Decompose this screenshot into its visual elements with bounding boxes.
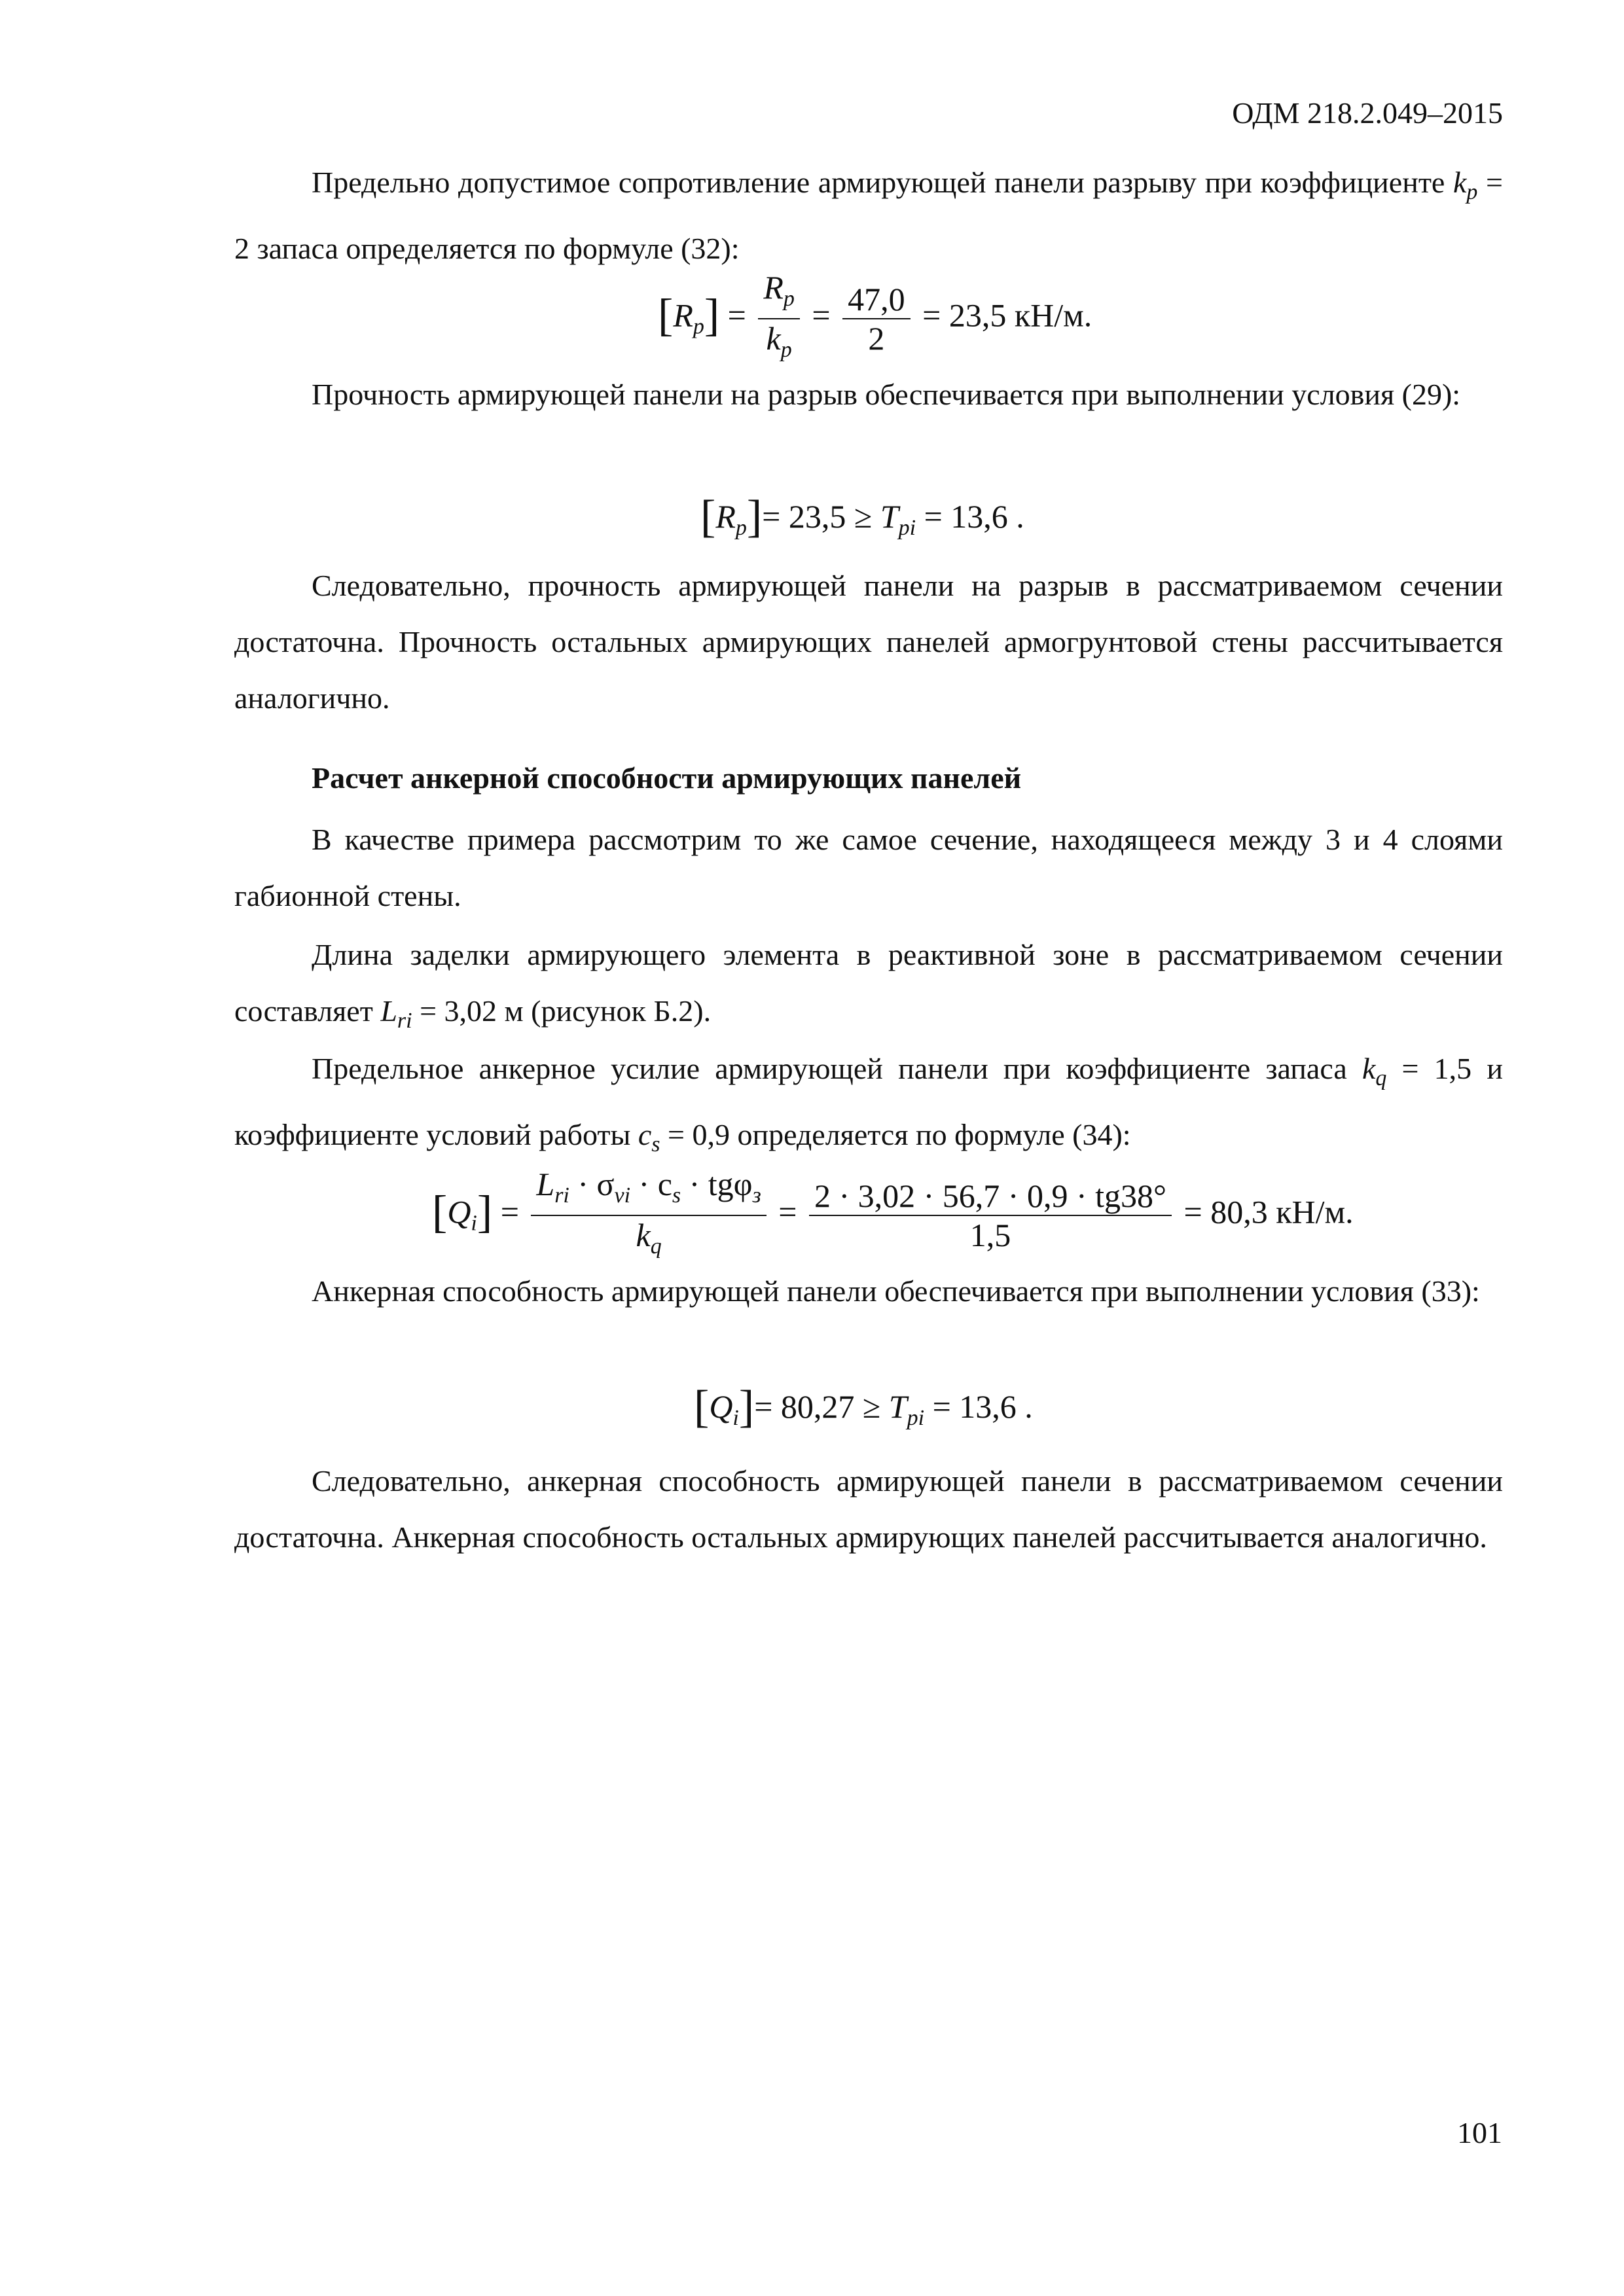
formula-subscript: p [735,516,747,540]
fraction-symbolic [531,1165,766,1266]
formula-symbol: R [673,296,693,334]
paragraph-strength-conclusion: Следовательно, прочность армирующей панели на разрыв в рассматриваемом сечении достаточна. Прочность остальных армирующих панелей армогрунтовой стены рассчитывается аналогично. [234,569,1503,715]
fraction-numeric [809,1177,1172,1254]
numerator-subscript: ri [554,1183,569,1208]
formula-symbol: Q [447,1193,471,1230]
formula-subscript: pi [898,516,916,540]
numerator-subscript: p [783,287,795,311]
formula-allowable-resistance: $[R_p]$ = $\frac{R_p}{k_p}$ = $\frac{47,0}{2}$ = 23,5 кН/м. [658,268,1092,369]
paragraph-text: = 3,02 м (рисунок Б.2). [412,994,712,1028]
symbol-subscript: s [651,1132,660,1157]
paragraph-text: Длина заделки армирующего элемента в реактивной зоне в рассматриваемом сечении составляет [234,938,1503,1028]
symbol-k: k [1362,1052,1376,1085]
formula-middle: = 23,5 ≥ [762,498,880,535]
denominator-symbol: k [636,1217,651,1253]
numerator-symbol: · c [630,1166,672,1202]
paragraph-embedment-length [234,927,1503,1049]
formula-anchor-check [694,1381,1033,1433]
bracket-close: ] [704,290,720,341]
denominator-subscript: q [650,1234,662,1259]
bracket-open: [ [432,1187,448,1238]
numerator-symbol: · σ [569,1166,615,1202]
formula-subscript: i [471,1211,477,1236]
paragraph-anchor-condition: Анкерная способность армирующей панели обеспечивается при выполнении условия (33): [312,1274,1480,1308]
formula-subscript: pi [907,1406,925,1430]
numerator-subscript: s [672,1183,681,1208]
formula-anchor-force: $[Q_i]$ = $\frac{L_{ri} \cdot \sigma_{vi} \cdot c_s \cdot tg\varphi_з}{k_q}$ = $\frac{2 \cdot 3,02 \cdot 56,7 \cdot 0,9 \cdot tg38^\circ}{1,5}$ = 80,3 кН/м. [432,1165,1354,1266]
formula-subscript: i [732,1406,739,1430]
formula-strength-check [700,491,1024,543]
numerator-symbol: · tgφ [681,1166,753,1202]
page-number: 101 [1457,2116,1502,2149]
symbol-subscript: q [1375,1066,1387,1091]
paragraph-text: = 2 запаса определяется по формуле (32): [234,166,1503,266]
numerator-subscript: vi [614,1183,631,1208]
symbol-l: L [380,994,397,1028]
paragraph-text: = 0,9 определяется по формуле (34): [660,1118,1131,1152]
symbol-subscript: p [1466,180,1478,205]
bracket-open: [ [694,1382,710,1432]
paragraph-anchor-conclusion: Следовательно, анкерная способность армирующей панели в рассматриваемом сечении достаточна. Анкерная способность остальных армирующих панелей рассчитывается аналогично. [234,1464,1503,1554]
numerator-value: 2 · 3,02 · 56,7 · 0,9 · tg38° [809,1177,1172,1216]
formula-middle: = 80,27 ≥ [754,1388,889,1425]
paragraph-text: Предельное анкерное усилие армирующей панели при коэффициенте запаса [312,1052,1362,1085]
symbol-k: k [1453,166,1467,199]
document-code: ОДМ 218.2.049–2015 [1232,96,1503,130]
paragraph-text: = 1,5 и коэффициенте условий работы [234,1052,1503,1152]
formula-symbol-t: T [880,498,899,535]
paragraph-example-section: В качестве примера рассмотрим то же самое сечение, находящееся между 3 и 4 слоями габионной стены. [234,823,1503,912]
paragraph-strength-condition: Прочность армирующей панели на разрыв обеспечивается при выполнении условия (29): [312,378,1461,411]
paragraph-text: Предельно допустимое сопротивление армирующей панели разрыву при коэффициенте [312,166,1453,199]
formula-symbol: R [715,498,736,535]
bracket-open: [ [700,492,716,542]
denominator-symbol: k [766,320,781,357]
bracket-close: ] [738,1382,755,1432]
formula-symbol: Q [709,1388,733,1425]
numerator-symbol: R [763,269,784,306]
section-heading: Расчет анкерной способности армирующих панелей [312,761,1022,795]
formula-end: = 13,6 . [924,1388,1033,1425]
numerator-symbol: L [536,1166,555,1202]
denominator-value: 2 [868,320,885,357]
denominator-subscript: p [780,338,792,362]
paragraph-allowable-resistance [234,154,1503,277]
fraction-symbolic [758,268,800,369]
bracket-close: ] [746,492,763,542]
formula-symbol-t: T [888,1388,907,1425]
paragraph-anchor-force [234,1041,1503,1173]
denominator-value: 1,5 [969,1217,1011,1253]
symbol-c: c [638,1118,652,1152]
formula-result: = 80,3 кН/м. [1183,1193,1354,1230]
numerator-value: 47,0 [842,280,911,319]
formula-subscript: p [693,314,704,339]
numerator-subscript: з [752,1183,761,1208]
symbol-subscript: ri [397,1009,412,1033]
bracket-open: [ [658,290,674,341]
formula-end: = 13,6 . [916,498,1024,535]
fraction-numeric [842,280,911,357]
formula-result: = 23,5 кН/м. [922,296,1092,334]
bracket-close: ] [477,1187,493,1238]
